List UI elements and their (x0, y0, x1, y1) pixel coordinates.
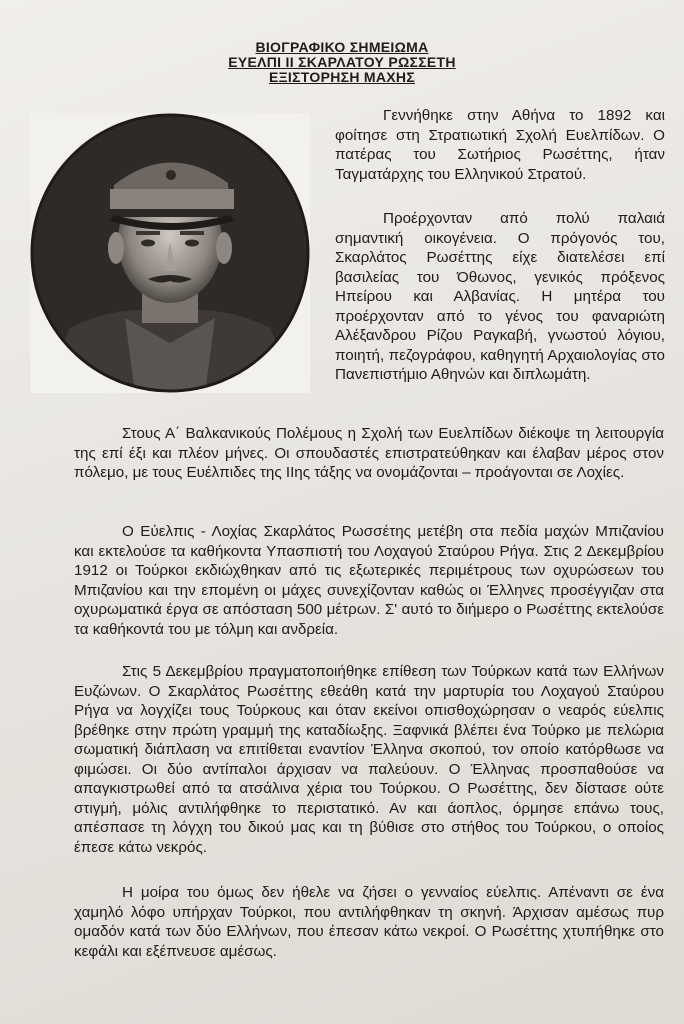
heading-line-name: ΕΥΕΛΠΙ ΙΙ ΣΚΑΡΛΑΤΟΥ ΡΩΣΣΕΤΗ (228, 54, 456, 70)
portrait-photo (30, 113, 310, 393)
paragraph-birth: Γεννήθηκε στην Αθήνα το 1892 και φοίτησε στη Στρατιωτική Σχολή Ευελπίδων. Ο πατέρας του Σωτήριος Ρωσέττης, ήταν Ταγματάρχης του Ελληνικού Στρατού. (335, 107, 665, 183)
paragraph-family: Προέρχονταν από πολύ παλαιά σημαντική οικογένεια. Ο πρόγονός του, Σκαρλάτος Ρωσέττης είχε διατελέσει επί βασιλείας του Όθωνος, γενικός πρόξενος Ηπείρου και Αλβανίας. Η μητέρα του προέρχονταν από το γένος του φαναριώτη Αλέξανδρου Ρίζου Ραγκαβή, γνωστού λόγιου, ποιητή, πεζογράφου, καθηγητή Αρχαιολογίας στο Πανεπιστήμιο Αθηνών και διπλωμάτη. (335, 210, 665, 383)
paragraph-attack: Στις 5 Δεκεμβρίου πραγματοποιήθηκε επίθεση των Τούρκων κατά των Ελλήνων Ευζώνων. Ο Σκαρλάτος Ρωσέττης εθεάθη κατά την μαρτυρία του Λοχαγού Σταύρου Ρήγα να λογχίζει τους Τούρκους και όταν εκείνοι οπισθοχώρησαν ο νεαρός εύελπις βρέθηκε στην πρώτη γραμμή της καταδίωξης. Ξαφνικά βλέπει ένα Τούρκο με πελώρια σωματική διάπλαση να επιτίθεται εναντίον Έλληνα σκοπού, τον οποίο κατόρθωσε να φιμώσει. Οι δύο αντίπαλοι άρχισαν να παλεύουν. Ο Έλληνας προσπαθούσε να απαγκιστρωθεί από τα ατσάλινα χέρια του Τούρκου. Ο Ρωσέττης, δεν δίστασε ούτε στιγμή, μόλις αντιλήφθηκε το περιστατικό. Αν και άοπλος, όρμησε επάνω τους, απέσπασε τη λόγχη του δικού μας και τη βύθισε στο στήθος του Τούρκου, ο οποίος έπεσε κάτω νεκρός. (74, 663, 664, 856)
heading-line-battle: ΕΞΙΣΤΟΡΗΣΗ ΜΑΧΗΣ (268, 69, 416, 85)
portrait-image (30, 113, 310, 393)
heading-line-biography: ΒΙΟΓΡΑΦΙΚΟ ΣΗΜΕΙΩΜΑ (255, 39, 429, 55)
paragraph-bizani: Ο Εύελπις - Λοχίας Σκαρλάτος Ρωσσέτης μετέβη στα πεδία μαχών Μπιζανίου και εκτελούσε τα καθήκοντα Υπασπιστή του Λοχαγού Σταύρου Ρήγα. Στις 2 Δεκεμβρίου 1912 οι Τούρκοι εκδιώχθηκαν από τις εξωτερικές περιμέτρους των οχυρώσεων του Μπιζανίου και την επομένη οι μάχες συνεχίζονταν καθώς οι Έλληνες προσέγγιζαν στα οχυρωματικά έργα σε απόσταση 500 μέτρων. Σ' αυτό το διήμερο ο Ρωσέττης εκτελούσε τα καθήκοντά του με τόλμη και ανδρεία. (74, 523, 664, 638)
document-heading (0, 40, 684, 85)
paragraph-death: Η μοίρα του όμως δεν ήθελε να ζήσει ο γενναίος εύελπις. Απέναντι σε ένα χαμηλό λόφο υπήρχαν Τούρκοι, που αντιλήφθηκαν τη σκηνή. Άρχισαν αμέσως πυρ ομαδόν κατά των δύο Ελλήνων, που έπεσαν κάτω νεκροί. Ο Ρωσέττης χτυπήθηκε στο κεφάλι και εξέπνευσε αμέσως. (74, 884, 664, 960)
paragraph-balkan-wars: Στους Α΄ Βαλκανικούς Πολέμους η Σχολή των Ευελπίδων διέκοψε τη λειτουργία της επί έξι και πλέον μήνες. Οι σπουδαστές επιστρατεύθηκαν και έλαβαν μέρος στον πόλεμο, με τους Ευέλπιδες της ΙΙης τάξης να ονομάζονται – προάγονται σε Λοχίες. (74, 425, 664, 481)
